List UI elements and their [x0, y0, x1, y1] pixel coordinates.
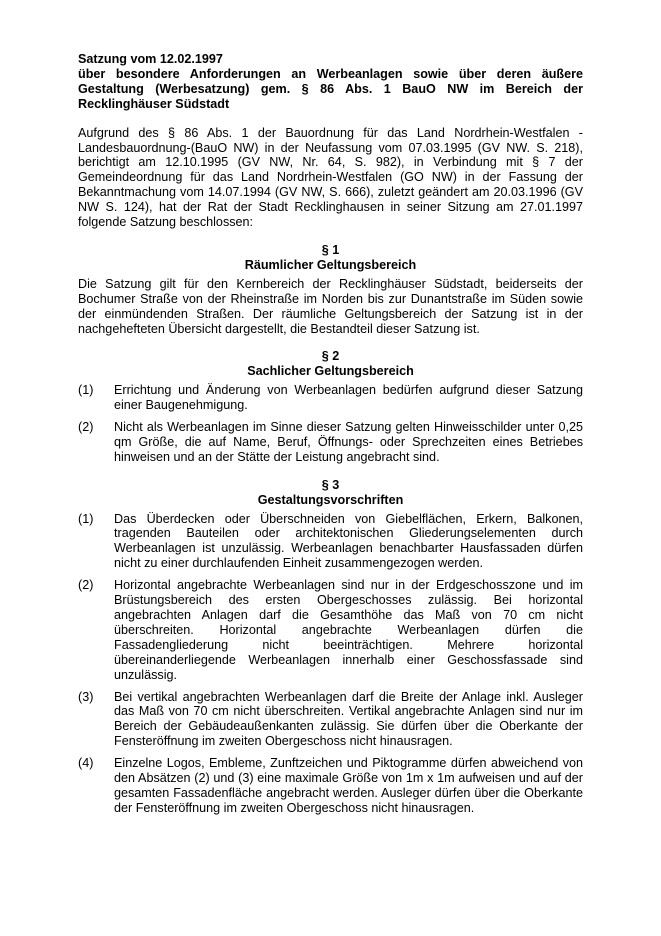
section-1 [78, 243, 583, 336]
paragraph-item [78, 578, 583, 682]
section-title: Räumlicher Geltungsbereich [244, 257, 417, 272]
title-subject-line: über besondere Anforderungen an Werbeanlagen sowie über deren äußere Gestaltung (Werbesatzung) gem. § 86 Abs. 1 BauO NW im Bereich der Recklinghäuser Südstadt [78, 66, 583, 111]
paragraph-text: Das Überdecken oder Überschneiden von Giebelflächen, Erkern, Balkonen, tragenden Bauteilen oder architektonischen Gliederungselementen durch Werbeanlagen ist unzulässig. Werbeanlagen benachbarter Hausfassaden dürfen nicht zu einer durchlaufenden Einheit zusammengezogen werden. [114, 511, 583, 571]
section-title: Gestaltungsvorschriften [257, 492, 404, 507]
section-3 [78, 478, 583, 816]
document-title [78, 52, 583, 112]
paragraph-number: (2) [78, 578, 94, 593]
paragraph-text: Horizontal angebrachte Werbeanlagen sind nur in der Erdgeschosszone und im Brüstungsbereich des ersten Obergeschosses zulässig. Bei horizontal angebrachten Anlagen darf die Gesamthöhe das Maß von 70 cm nicht überschreiten. Horizontal angebrachte Werbeanlagen dürfen die Fassadengliederung nicht beeinträchtigen. Mehrere horizontal übereinanderliegende Werbeanlagen innerhalb einer Geschossfassade sind unzulässig. [114, 578, 583, 682]
section-text: Die Satzung gilt für den Kernbereich der Recklinghäuser Südstadt, beiderseits der Bochumer Straße von der Rheinstraße im Norden bis zur Dunantstraße im Süden sowie der einmündenden Straßen. Der räumliche Geltungsbereich der Satzung ist in der nachgehefteten Übersicht dargestellt, die Bestandteil dieser Satzung ist. [78, 276, 583, 336]
section-number: § 3 [321, 477, 340, 492]
paragraph-number: (1) [78, 511, 94, 526]
section-number: § 2 [321, 349, 340, 364]
section-heading [78, 243, 583, 273]
paragraph-number: (1) [78, 383, 94, 398]
paragraph-list [78, 512, 583, 816]
paragraph-text: Einzelne Logos, Embleme, Zunftzeichen und Piktogramme dürfen abweichend von den Absätzen (2) und (3) eine maximale Größe von 1m x 1m aufweisen und auf der gesamten Fassadenfläche angebracht werden. Ausleger dürfen über die Oberkante der Fensteröffnung im zweiten Obergeschoss nicht hinausragen. [114, 756, 583, 815]
preamble: Aufgrund des § 86 Abs. 1 der Bauordnung für das Land Nordrhein-Westfalen - Landesbauordnung-(BauO NW) in der Neufassung vom 07.03.1995 (GV NW. S. 218), berichtigt am 12.10.1995 (GV NW, Nr. 64, S. 982), in Verbindung mit § 7 der Gemeindeordnung für das Land Nordrhein-Westfalen (GO NW) in der Fassung der Bekanntmachung vom 14.07.1994 (GV NW, S. 666), zuletzt geändert am 20.03.1996 (GV NW S. 124), hat der Rat der Stadt Recklinghausen in seiner Sitzung am 27.01.1997 folgende Satzung beschlossen: [78, 125, 583, 230]
paragraph-item [78, 420, 583, 465]
section-heading [78, 349, 583, 379]
paragraph-item [78, 512, 583, 572]
paragraph-item [78, 383, 583, 413]
section-2 [78, 349, 583, 464]
section-title: Sachlicher Geltungsbereich [247, 364, 414, 379]
paragraph-number: (4) [78, 756, 94, 771]
section-heading [78, 478, 583, 508]
paragraph-text: Errichtung und Änderung von Werbeanlagen bedürfen aufgrund dieser Satzung einer Baugenehmigung. [114, 383, 583, 413]
paragraph-list [78, 383, 583, 465]
paragraph-text: Nicht als Werbeanlagen im Sinne dieser Satzung gelten Hinweisschilder unter 0,25 qm Größe, die auf Name, Beruf, Öffnungs- oder Sprechzeiten eines Betriebes hinweisen und an der Stätte der Leistung angebracht sind. [114, 420, 583, 464]
paragraph-text: Bei vertikal angebrachten Werbeanlagen darf die Breite der Anlage inkl. Ausleger das Maß von 70 cm nicht überschreiten. Vertikal angebrachte Anlagen sind nur im Bereich der Gebäudeaußenkanten zulässig. Sie dürfen über die Oberkante der Fensteröffnung im zweiten Obergeschoss nicht hinausragen. [114, 689, 583, 749]
section-number: § 1 [321, 242, 340, 257]
paragraph-item [78, 690, 583, 750]
document-page [78, 52, 583, 823]
paragraph-number: (3) [78, 689, 94, 704]
paragraph-number: (2) [78, 420, 94, 435]
paragraph-item [78, 756, 583, 816]
title-date-line: Satzung vom 12.02.1997 [78, 52, 223, 66]
